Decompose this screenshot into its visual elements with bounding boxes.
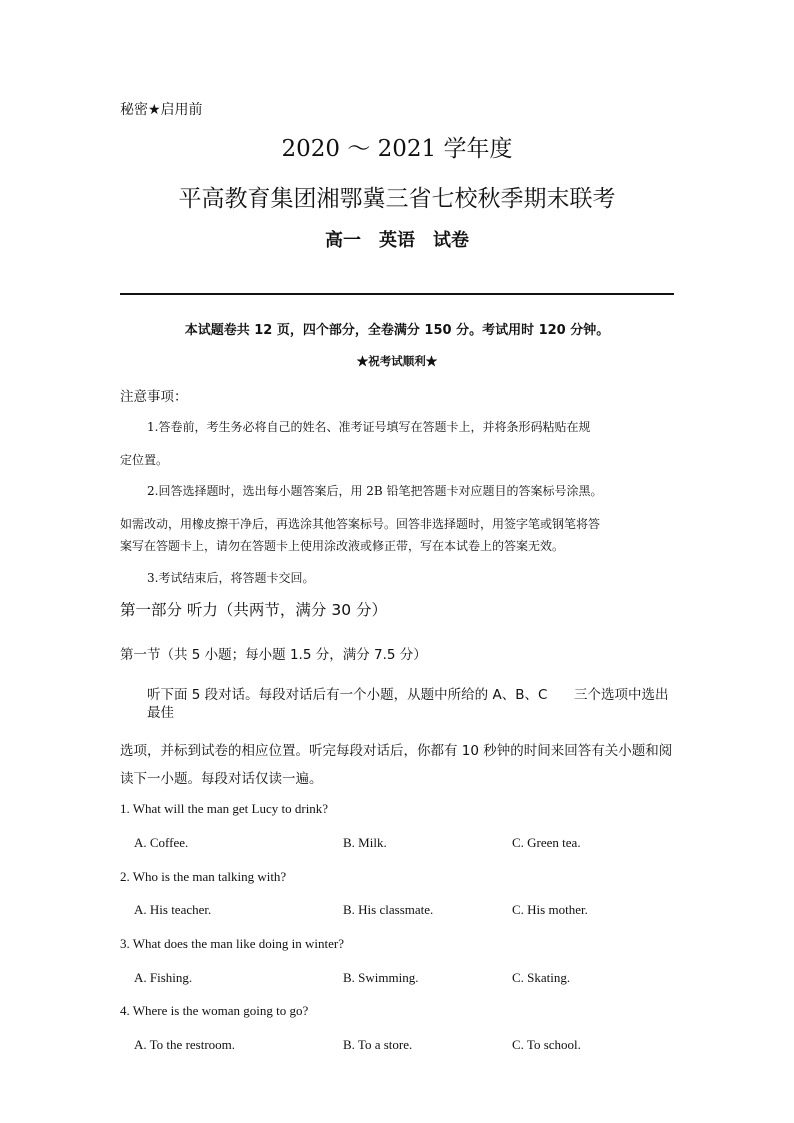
notice-item-3: 3.考试结束后，将答题卡交回。 bbox=[147, 571, 315, 585]
question-2-option-c: C. His mother. bbox=[512, 902, 588, 917]
question-3-option-c: C. Skating. bbox=[512, 970, 571, 985]
question-4-option-b: B. To a store. bbox=[343, 1037, 413, 1052]
exam-title: 平高教育集团湘鄂冀三省七校秋季期末联考 bbox=[178, 186, 616, 212]
question-4-option-c: C. To school. bbox=[512, 1037, 581, 1052]
question-1-option-b: B. Milk. bbox=[343, 835, 387, 850]
notice-item-2-cont2: 案写在答题卡上，请勿在答题卡上使用涂改液或修正带，写在本试卷上的答案无效。 bbox=[120, 539, 565, 553]
subject-title: 高一 英语 试卷 bbox=[325, 230, 469, 251]
notice-title: 注意事项： bbox=[120, 389, 188, 405]
section1-instruction-cont2: 读下一小题。每段对话仅读一遍。 bbox=[120, 771, 323, 787]
section1-instruction-cont: 选项，并标到试卷的相应位置。听完每段对话后，你都有 10 秒钟的时间来回答有关小题和阅 bbox=[120, 743, 673, 759]
notice-item-1-cont: 定位置。 bbox=[120, 453, 169, 467]
question-2-option-a: A. His teacher. bbox=[134, 902, 212, 917]
academic-year-title: 2020 ～ 2021 学年度 bbox=[281, 136, 513, 162]
question-4-option-a: A. To the restroom. bbox=[134, 1037, 236, 1052]
section1-title: 第一节（共 5 小题；每小题 1.5 分，满分 7.5 分） bbox=[120, 647, 427, 663]
section1-instruction-tail: 三个选项中选出 bbox=[574, 687, 669, 703]
question-4: 4. Where is the woman going to go? bbox=[120, 1003, 309, 1018]
good-luck-line: ★祝考试顺利★ bbox=[356, 354, 438, 368]
question-2-option-b: B. His classmate. bbox=[343, 902, 434, 917]
confidential-label: 秘密★启用前 bbox=[120, 102, 203, 118]
question-1-option-a: A. Coffee. bbox=[134, 835, 189, 850]
section1-instruction-wrap: 最佳 bbox=[147, 705, 174, 721]
notice-item-2: 2.回答选择题时，选出每小题答案后，用 2B 铅笔把答题卡对应题目的答案标号涂黑。 bbox=[147, 484, 603, 498]
question-1: 1. What will the man get Lucy to drink? bbox=[120, 801, 329, 816]
question-1-option-c: C. Green tea. bbox=[512, 835, 581, 850]
section1-instruction: 听下面 5 段对话。每段对话后有一个小题，从题中所给的 A、B、C bbox=[147, 687, 548, 703]
notice-item-1: 1.答卷前，考生务必将自己的姓名、准考证号填写在答题卡上，并将条形码粘贴在规 bbox=[147, 420, 591, 434]
notice-item-2-cont: 如需改动，用橡皮擦干净后，再选涂其他答案标号。回答非选择题时，用签字笔或钢笔将答 bbox=[120, 517, 601, 531]
question-2: 2. Who is the man talking with? bbox=[120, 869, 287, 884]
title-divider bbox=[120, 293, 674, 295]
question-3-option-b: B. Swimming. bbox=[343, 970, 419, 985]
part1-title: 第一部分 听力（共两节，满分 30 分） bbox=[120, 601, 388, 619]
question-3: 3. What does the man like doing in winter? bbox=[120, 936, 344, 951]
question-3-option-a: A. Fishing. bbox=[134, 970, 193, 985]
exam-info-line: 本试题卷共 12 页，四个部分，全卷满分 150 分。考试用时 120 分钟。 bbox=[184, 323, 610, 338]
